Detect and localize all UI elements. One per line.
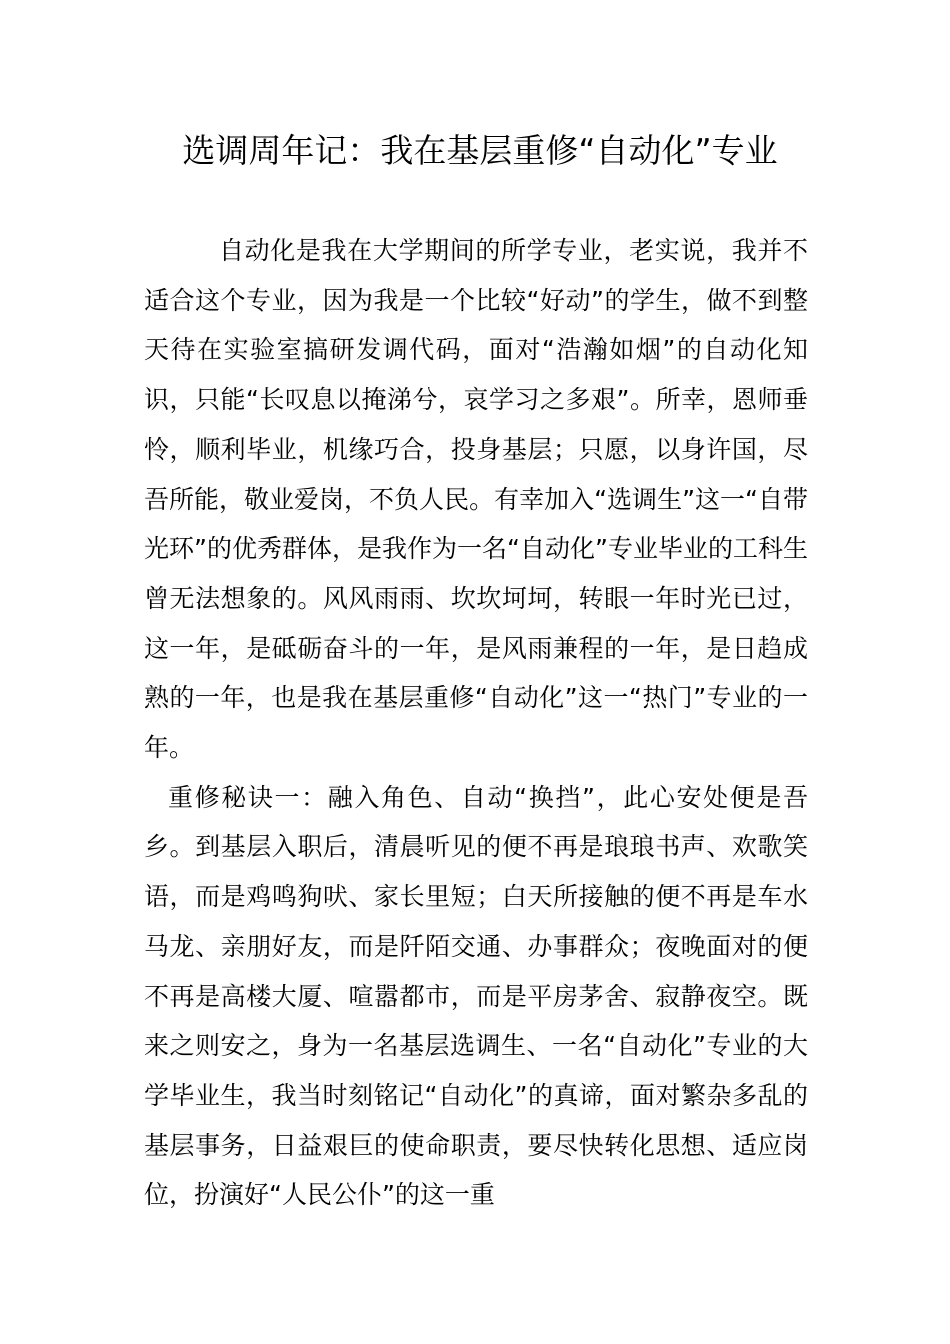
paragraph-intro: 自动化是我在大学期间的所学专业，老实说，我并不适合这个专业，因为我是一个比较“好动”的学生，做不到整天待在实验室搞研发调代码，面对“浩瀚如烟”的自动化知识，只能“长叹息以掩涕兮，哀学习之多艰”。所幸，恩师垂怜，顺利毕业，机缘巧合，投身基层；只愿，以身许国，尽吾所能，敬业爱岗，不负人民。有幸加入“选调生”这一“自带光环”的优秀群体，是我作为一名“自动化”专业毕业的工科生曾无法想象的。风风雨雨、坎坎坷坷，转眼一年时光已过，这一年，是砥砺奋斗的一年，是风雨兼程的一年，是日趋成熟的一年，也是我在基层重修“自动化”这一“热门”专业的一年。 [144,236,808,763]
document-body [144,226,808,1220]
document-title: 选调周年记：我在基层重修“自动化”专业 [182,131,778,170]
paragraph-secret-one: 重修秘诀一：融入角色、自动“换挡”，此心安处便是吾乡。到基层入职后，清晨听见的便不再是琅琅书声、欢歌笑语，而是鸡鸣狗吠、家长里短；白天所接触的便不再是车水马龙、亲朋好友，而是阡陌交通、办事群众；夜晚面对的便不再是高楼大厦、喧嚣都市，而是平房茅舍、寂静夜空。既来之则安之，身为一名基层选调生、一名“自动化”专业的大学毕业生，我当时刻铭记“自动化”的真谛，面对繁杂多乱的基层事务，日益艰巨的使命职责，要尽快转化思想、适应岗位，扮演好“人民公仆”的这一重 [144,782,808,1210]
